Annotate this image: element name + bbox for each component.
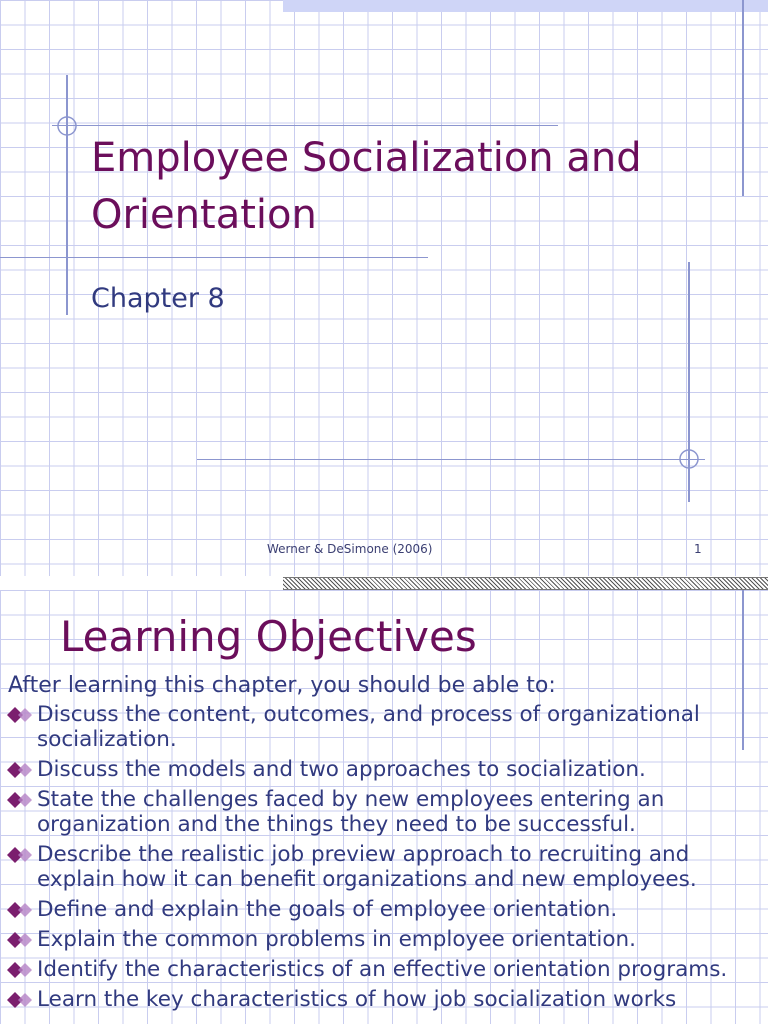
decor-line: [742, 0, 744, 196]
objective-text: Explain the common problems in employee orientation.: [37, 927, 636, 952]
objective-text: Discuss the content, outcomes, and process of organizational socialization.: [37, 702, 700, 752]
diamond-bullet-icon: [6, 706, 36, 724]
top-accent-bar: [283, 0, 768, 12]
slide-divider: [283, 577, 768, 590]
list-item: [6, 757, 756, 782]
slide-title: Learning Objectives: [60, 612, 477, 661]
list-item: [6, 702, 756, 752]
list-item: [6, 897, 756, 922]
objective-text: Identify the characteristics of an effective orientation programs.: [37, 957, 728, 982]
list-item: [6, 957, 756, 982]
objectives-slide: [0, 590, 768, 1024]
decor-line: [52, 125, 558, 126]
diamond-bullet-icon: [6, 791, 36, 809]
footer-page-number: 1: [694, 542, 702, 556]
list-item: [6, 987, 756, 1012]
diamond-bullet-icon: [6, 991, 36, 1009]
list-item: [6, 787, 756, 837]
list-item: [6, 927, 756, 952]
list-item: [6, 842, 756, 892]
decor-line: [197, 459, 705, 460]
diamond-bullet-icon: [6, 901, 36, 919]
diamond-bullet-icon: [6, 961, 36, 979]
diamond-bullet-icon: [6, 761, 36, 779]
decor-line: [66, 75, 68, 315]
objectives-list: [6, 702, 756, 1017]
diamond-bullet-icon: [6, 846, 36, 864]
objective-text: Learn the key characteristics of how job socialization works: [37, 987, 677, 1012]
intro-text: After learning this chapter, you should be able to:: [8, 673, 556, 698]
slide-title: Employee Socialization and Orientation: [91, 135, 642, 238]
diamond-bullet-icon: [6, 931, 36, 949]
slide-subtitle: Chapter 8: [91, 283, 225, 314]
objective-text: Define and explain the goals of employee orientation.: [37, 897, 618, 922]
objective-text: State the challenges faced by new employees entering an organization and the things they need to be successful.: [37, 787, 665, 837]
objective-text: Describe the realistic job preview approach to recruiting and explain how it can benefit organizations and new employees.: [37, 842, 697, 892]
objective-text: Discuss the models and two approaches to socialization.: [37, 757, 646, 782]
circle-marker-icon: [678, 448, 700, 470]
decor-line: [0, 257, 428, 258]
circle-marker-icon: [56, 115, 78, 137]
footer-source: Werner & DeSimone (2006): [267, 542, 433, 556]
